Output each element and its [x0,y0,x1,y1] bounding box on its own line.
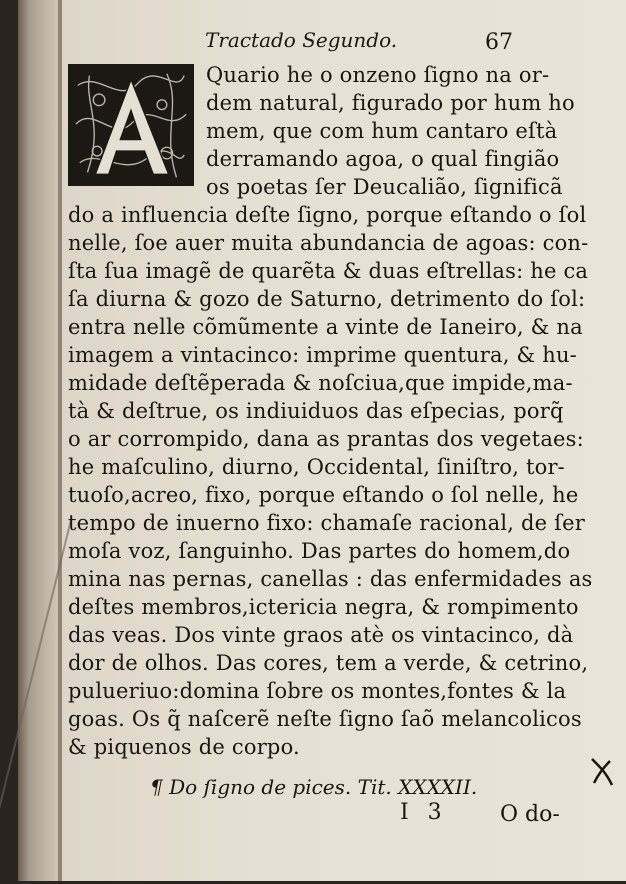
text-line: pulueriuo:domina ſobre os montes,fontes & la [68,679,567,703]
text-line: do a influencia deſte ſigno, porque eſtando o ſol [68,203,587,227]
text-line: os poetas ſer Deucalião, ſignificã [206,175,563,199]
text-line: Quario he o onzeno ſigno na or- [206,63,550,87]
text-line: ſa diurna & gozo de Saturno, detrimento do ſol: [68,287,586,311]
text-line: entra nelle cõmũmente a vinte de Ianeiro, & na [68,315,583,339]
text-line: ſta ſua imagẽ de quarẽta & duas eſtrellas: he ca [68,259,589,283]
text-line: deſtes membros,ictericia negra, & rompimento [68,595,579,619]
text-line: tà & deſtrue, os indiuiduos das eſpecias, porq̃ [68,399,564,423]
text-line: imagem a vintacinco: imprime quentura, & hu- [68,343,577,367]
text-line: das veas. Dos vinte graos atè os vintacinco, dà [68,623,574,647]
text-line: dor de olhos. Das cores, tem a verde, & cetrino, [68,651,589,675]
running-title: Tractado Segundo. [205,28,398,52]
text-line: derramando agoa, o qual fingião [206,147,560,171]
margin-mark-icon [588,755,618,797]
page-number: 67 [485,30,513,55]
text-line: o ar corrompido, dana as prantas dos vegetaes: [68,427,584,451]
text-line: midade deſtẽperada & noſciua,que impide,ma- [68,371,573,395]
decorated-initial-A-icon [68,64,194,186]
signature-mark: I 3 [400,800,448,825]
text-line: & piquenos de corpo. [68,735,300,759]
text-line: mina nas pernas, canellas : das enfermidades as [68,567,593,591]
section-title: ¶ Do ſigno de pices. Tit. XXXXII. [150,775,478,799]
text-line: dem natural, figurado por hum ho [206,91,575,115]
text-line: mem, que com hum cantaro eſtà [206,119,558,143]
catchword: O do- [500,802,560,827]
text-line: nelle, ſoe auer muita abundancia de agoas: con- [68,231,589,255]
text-line: tuoſo,acreo, fixo, porque eſtando o ſol nelle, he [68,483,579,507]
text-line: tempo de inuerno fixo: chamaſe racional, de ſer [68,511,585,535]
text-line: moſa voz, ſanguinho. Das partes do homem,do [68,539,571,563]
text-line: goas. Os q̃ naſcerẽ neſte ſigno ſaõ melancolicos [68,707,582,731]
text-line: he maſculino, diurno, Occidental, ſiniſtro, tor- [68,455,565,479]
